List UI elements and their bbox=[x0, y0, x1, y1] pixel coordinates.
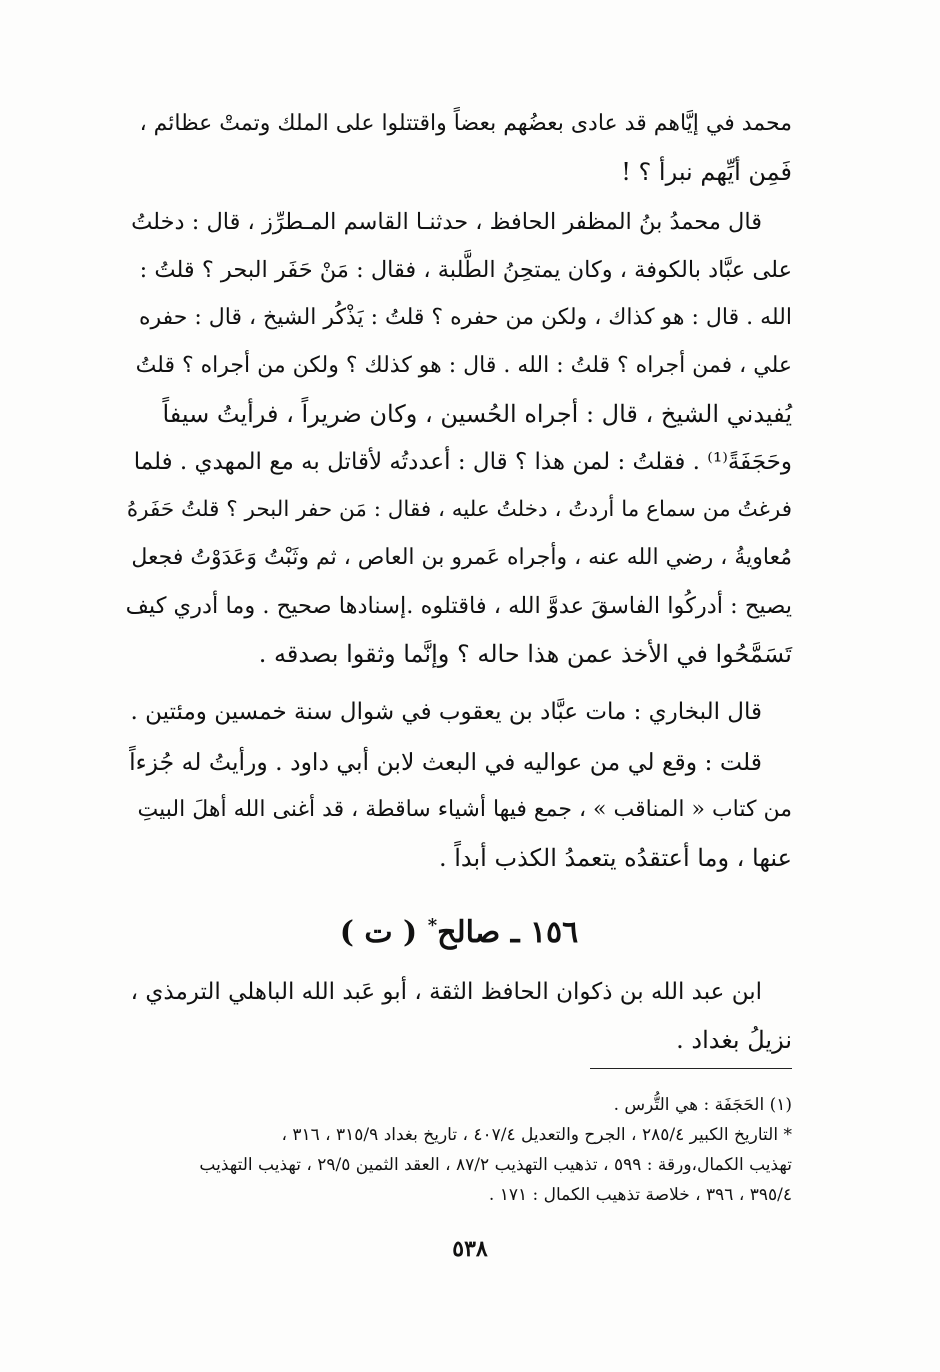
footnote-star: * bbox=[427, 915, 438, 936]
footnote-divider bbox=[590, 1068, 792, 1069]
footnotes bbox=[126, 1090, 792, 1210]
text-line: علي ، فمن أجراه ؟ قلتُ : الله . قال : هو كذلك ؟ ولكن من أجراه ؟ قلتُ bbox=[135, 353, 792, 378]
text-line: الله . قال : هو كذاك ، ولكن من حفره ؟ قلتُ : يَذْكُر الشيخ ، قال : حفره bbox=[138, 305, 792, 330]
text-line: فرغتُ من سماع ما أردتُ ، دخلتُ عليه ، فقال : مَن حفر البحر ؟ قلتُ حَفَرهُ bbox=[126, 497, 792, 522]
text-line: عنها ، وما أعتقدُه يتعمدُ الكذب أبداً . bbox=[438, 844, 792, 872]
entry-code: ( ت ) bbox=[339, 915, 418, 950]
text-line: على عبَّاد بالكوفة ، وكان يمتحِنُ الطَّلبة ، فقال : مَنْ حَفَر البحر ؟ قلتُ : bbox=[139, 257, 792, 283]
paragraph-narration bbox=[126, 198, 792, 678]
text-line: قال البخاري : مات عبَّاد بن يعقوب في شوال سنة خمسين ومئتين . bbox=[130, 699, 762, 725]
footnote-line: ٣٩٥/٤ ، ٣٩٦ ، خلاصة تذهيب الكمال : ١٧١ . bbox=[488, 1185, 792, 1205]
text-line: قال محمدُ بنُ المظفر الحافظ ، حدثنـا القاسم المـطرِّز ، قال : دخلتُ bbox=[131, 209, 762, 235]
paragraph-entry-body bbox=[126, 968, 792, 1064]
text-line: تَسَمَّحُوا في الأخذ عمن هذا حاله ؟ وإنَّما وثقوا بصدقه . bbox=[258, 640, 792, 668]
text-line: يصيح : أدركُوا الفاسقَ عدوَّ الله ، فاقتلوه .إسنادها صحيح . وما أدري كيف bbox=[125, 593, 792, 619]
text-line: محمد في إيَّاهم قد عادى بعضُهم بعضاً واقتتلوا على الملك وتمتْ عظائم ، bbox=[139, 111, 792, 136]
text-line: قلت : وقع لي من عواليه في البعث لابن أبي داود . ورأيتُ له جُزءاً bbox=[129, 748, 762, 776]
footnote-line: (١) الحَجَفَة : هي التُّرس . bbox=[613, 1095, 792, 1115]
page-number: ٥٣٨ bbox=[452, 1236, 488, 1262]
text-line: ابن عبد الله بن ذكوان الحافظ الثقة ، أبو عَبد الله الباهلي الترمذي ، bbox=[130, 979, 762, 1005]
text-line: مُعاويةُ ، رضي الله عنه ، وأجراه عَمرو بن العاص ، ثم وثَبْتُ وَعَدَوْتُ فجعل bbox=[131, 545, 792, 570]
text-line: نزيلُ بغداد . bbox=[676, 1026, 792, 1054]
paragraph-bukhari bbox=[126, 688, 792, 736]
entry-heading bbox=[126, 904, 792, 955]
entry-title: ١٥٦ ـ صالح bbox=[437, 915, 579, 950]
footnote-line: تهذيب الكمال،ورقة : ٥٩٩ ، تذهيب التهذيب ٨٧/٢ ، العقد الثمين ٢٩/٥ ، تهذيب التهذيب bbox=[199, 1155, 792, 1175]
text-line: يُفيدني الشيخ ، قال : أجراه الحُسين ، وكان ضريراً ، فرأيتُ سيفاً bbox=[162, 400, 792, 428]
paragraph-continuation bbox=[126, 100, 792, 196]
footnote-line: * التاريخ الكبير ٢٨٥/٤ ، الجرح والتعديل ٤٠٧/٤ ، تاريخ بغداد ٣١٥/٩ ، ٣١٦ ، bbox=[281, 1125, 792, 1145]
text-line: من كتاب « المناقب » ، جمع فيها أشياء ساقطة ، قد أغنى الله أهلَ البيتِ bbox=[137, 797, 792, 822]
text-line: وحَجَفَةً⁽¹⁾ . فقلتُ : لمن هذا ؟ قال : أعددتُه لأقاتل به مع المهدي . فلما bbox=[133, 449, 792, 475]
text-line: فَمِن أيِّهم نبرأ ؟ ! bbox=[621, 158, 792, 186]
paragraph-author-note bbox=[126, 738, 792, 882]
